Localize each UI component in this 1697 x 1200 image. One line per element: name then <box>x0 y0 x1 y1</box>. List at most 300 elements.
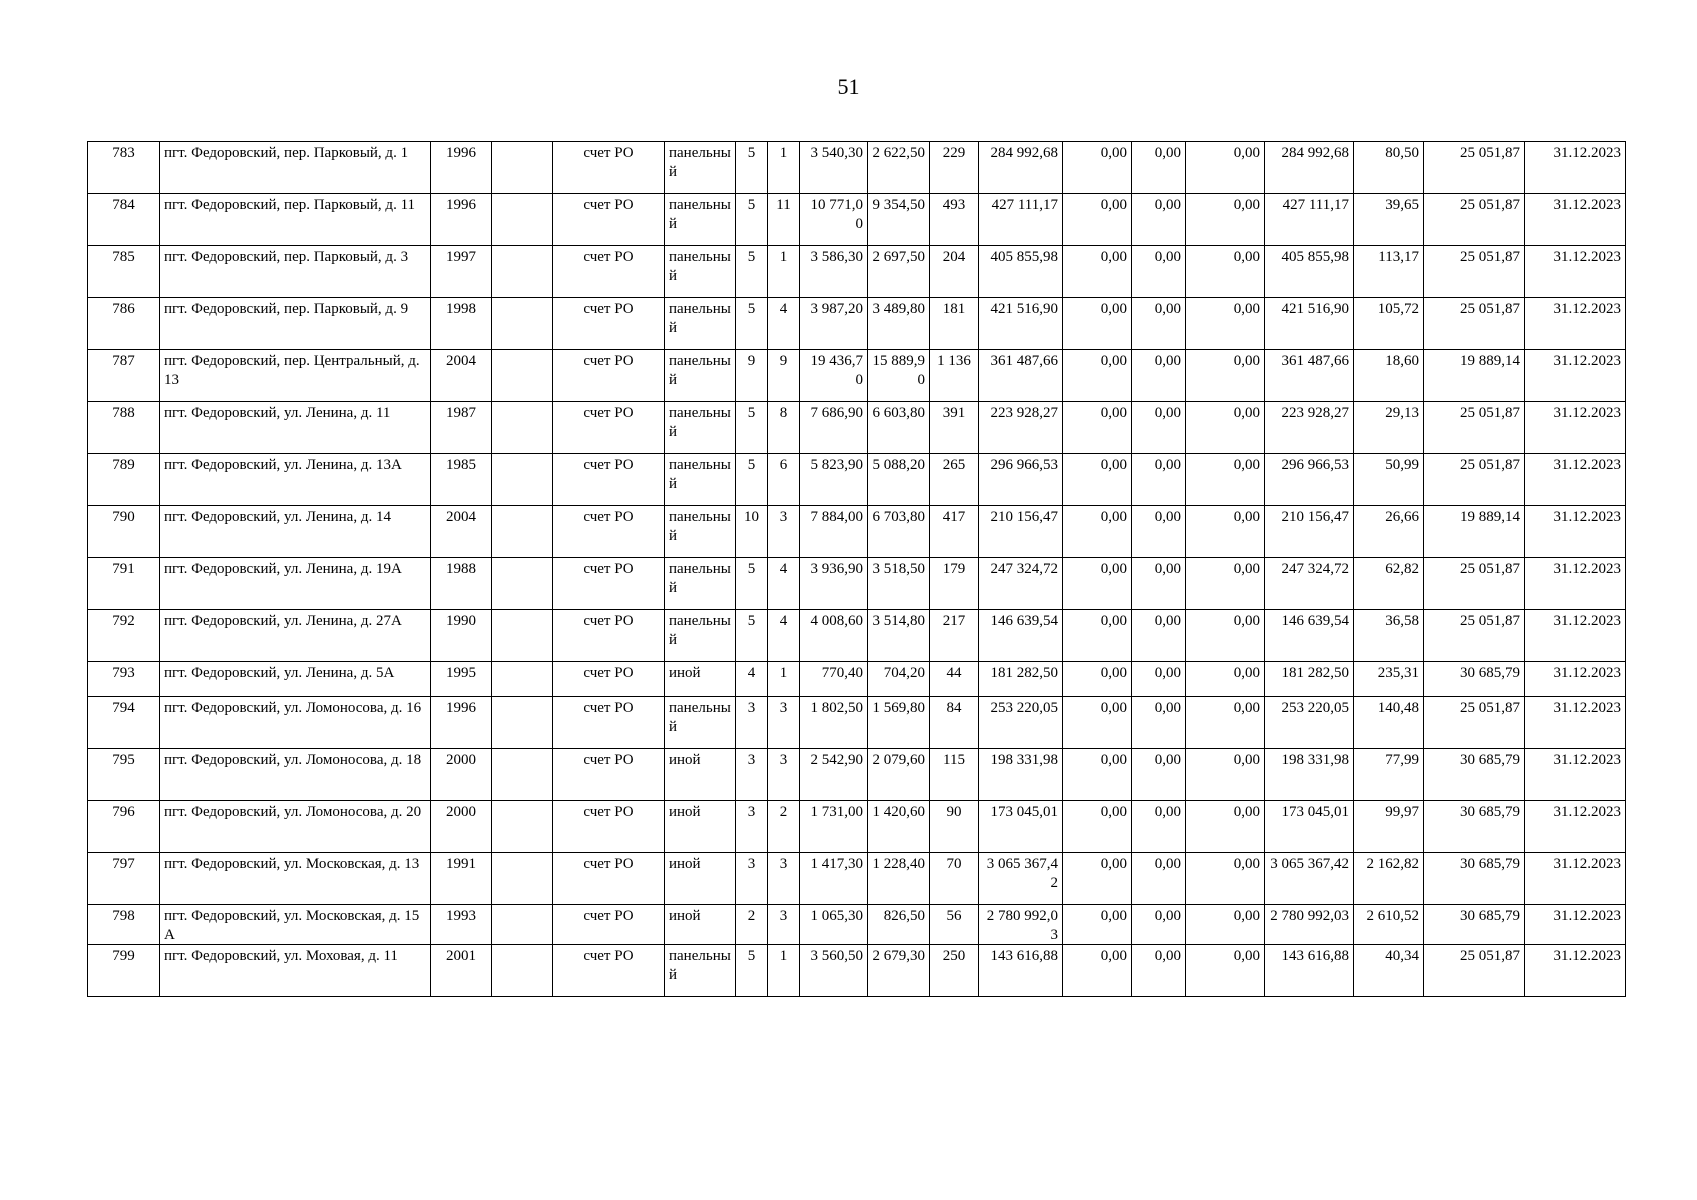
cell-blank-column <box>492 558 553 610</box>
cell-year-built: 1987 <box>431 402 492 454</box>
cell-total-cost-repeat: 296 966,53 <box>1265 454 1354 506</box>
cell-cost-column-3: 0,00 <box>1186 749 1265 801</box>
cell-row-number: 787 <box>88 350 160 402</box>
cell-wall-material: панельный <box>665 558 736 610</box>
cell-address: пгт. Федоровский, пер. Центральный, д. 13 <box>160 350 431 402</box>
cell-total-cost: 3 065 367,42 <box>979 853 1063 905</box>
cell-row-number: 783 <box>88 142 160 194</box>
cell-year-built: 1993 <box>431 905 492 945</box>
cell-address: пгт. Федоровский, ул. Ломоносова, д. 20 <box>160 801 431 853</box>
cell-entrances: 1 <box>768 142 800 194</box>
cell-total-cost: 210 156,47 <box>979 506 1063 558</box>
cell-year-built: 1996 <box>431 194 492 246</box>
cell-cost-limit-per-sqm: 25 051,87 <box>1424 610 1525 662</box>
cell-total-cost: 143 616,88 <box>979 945 1063 997</box>
cell-cost-per-sqm: 40,34 <box>1354 945 1424 997</box>
cell-funding-method: счет РО <box>553 350 665 402</box>
table-row <box>88 662 1626 697</box>
cell-total-area: 10 771,00 <box>800 194 868 246</box>
cell-wall-material: панельный <box>665 454 736 506</box>
cell-cost-column-2: 0,00 <box>1132 558 1186 610</box>
cell-funding-method: счет РО <box>553 402 665 454</box>
cell-cost-column-1: 0,00 <box>1063 749 1132 801</box>
cell-address: пгт. Федоровский, ул. Ленина, д. 27А <box>160 610 431 662</box>
cell-blank-column <box>492 298 553 350</box>
table-row <box>88 506 1626 558</box>
cell-residents: 44 <box>930 662 979 697</box>
cell-cost-column-1: 0,00 <box>1063 558 1132 610</box>
cell-funding-method: счет РО <box>553 610 665 662</box>
cell-cost-column-2: 0,00 <box>1132 749 1186 801</box>
cell-cost-per-sqm: 50,99 <box>1354 454 1424 506</box>
cell-blank-column <box>492 697 553 749</box>
cell-cost-column-3: 0,00 <box>1186 298 1265 350</box>
cell-completion-date: 31.12.2023 <box>1525 801 1626 853</box>
cell-floors: 5 <box>736 194 768 246</box>
cell-row-number: 789 <box>88 454 160 506</box>
cell-funding-method: счет РО <box>553 662 665 697</box>
cell-cost-column-2: 0,00 <box>1132 246 1186 298</box>
cell-cost-column-3: 0,00 <box>1186 662 1265 697</box>
cell-total-area: 7 686,90 <box>800 402 868 454</box>
cell-address: пгт. Федоровский, ул. Ленина, д. 13А <box>160 454 431 506</box>
cell-floors: 4 <box>736 662 768 697</box>
cell-blank-column <box>492 853 553 905</box>
cell-funding-method: счет РО <box>553 142 665 194</box>
table-row <box>88 801 1626 853</box>
cell-entrances: 9 <box>768 350 800 402</box>
cell-completion-date: 31.12.2023 <box>1525 506 1626 558</box>
cell-cost-column-3: 0,00 <box>1186 506 1265 558</box>
table-row <box>88 610 1626 662</box>
cell-cost-column-2: 0,00 <box>1132 506 1186 558</box>
cell-funding-method: счет РО <box>553 905 665 945</box>
cell-cost-column-3: 0,00 <box>1186 558 1265 610</box>
cell-blank-column <box>492 194 553 246</box>
cell-cost-column-1: 0,00 <box>1063 142 1132 194</box>
cell-cost-column-1: 0,00 <box>1063 853 1132 905</box>
cell-total-cost-repeat: 2 780 992,03 <box>1265 905 1354 945</box>
cell-cost-column-1: 0,00 <box>1063 454 1132 506</box>
cell-year-built: 1998 <box>431 298 492 350</box>
cell-total-cost-repeat: 427 111,17 <box>1265 194 1354 246</box>
cell-total-area: 1 731,00 <box>800 801 868 853</box>
cell-total-area: 3 540,30 <box>800 142 868 194</box>
cell-total-cost: 253 220,05 <box>979 697 1063 749</box>
cell-completion-date: 31.12.2023 <box>1525 298 1626 350</box>
cell-row-number: 785 <box>88 246 160 298</box>
cell-wall-material: панельный <box>665 194 736 246</box>
cell-wall-material: панельный <box>665 945 736 997</box>
cell-address: пгт. Федоровский, пер. Парковый, д. 3 <box>160 246 431 298</box>
cell-completion-date: 31.12.2023 <box>1525 749 1626 801</box>
cell-cost-limit-per-sqm: 25 051,87 <box>1424 402 1525 454</box>
cell-total-cost-repeat: 181 282,50 <box>1265 662 1354 697</box>
cell-residents: 493 <box>930 194 979 246</box>
cell-total-area: 3 987,20 <box>800 298 868 350</box>
table-row <box>88 558 1626 610</box>
cell-residents: 90 <box>930 801 979 853</box>
cell-wall-material: иной <box>665 905 736 945</box>
cell-funding-method: счет РО <box>553 298 665 350</box>
cell-address: пгт. Федоровский, ул. Ленина, д. 19А <box>160 558 431 610</box>
cell-blank-column <box>492 454 553 506</box>
cell-cost-limit-per-sqm: 30 685,79 <box>1424 801 1525 853</box>
cell-total-cost: 181 282,50 <box>979 662 1063 697</box>
cell-address: пгт. Федоровский, ул. Ленина, д. 14 <box>160 506 431 558</box>
cell-completion-date: 31.12.2023 <box>1525 697 1626 749</box>
cell-cost-column-2: 0,00 <box>1132 454 1186 506</box>
table-row <box>88 142 1626 194</box>
cell-cost-column-1: 0,00 <box>1063 945 1132 997</box>
cell-cost-column-2: 0,00 <box>1132 298 1186 350</box>
cell-residents: 1 136 <box>930 350 979 402</box>
cell-living-area: 826,50 <box>868 905 930 945</box>
cell-cost-limit-per-sqm: 25 051,87 <box>1424 454 1525 506</box>
cell-residents: 56 <box>930 905 979 945</box>
cell-total-cost-repeat: 253 220,05 <box>1265 697 1354 749</box>
cell-residents: 217 <box>930 610 979 662</box>
cell-year-built: 1985 <box>431 454 492 506</box>
cell-entrances: 4 <box>768 558 800 610</box>
cell-blank-column <box>492 945 553 997</box>
cell-row-number: 788 <box>88 402 160 454</box>
cell-completion-date: 31.12.2023 <box>1525 142 1626 194</box>
cell-entrances: 11 <box>768 194 800 246</box>
cell-row-number: 786 <box>88 298 160 350</box>
cell-cost-column-3: 0,00 <box>1186 142 1265 194</box>
cell-living-area: 1 420,60 <box>868 801 930 853</box>
cell-cost-per-sqm: 39,65 <box>1354 194 1424 246</box>
cell-total-area: 1 802,50 <box>800 697 868 749</box>
cell-cost-column-2: 0,00 <box>1132 194 1186 246</box>
cell-wall-material: иной <box>665 749 736 801</box>
cell-cost-limit-per-sqm: 19 889,14 <box>1424 506 1525 558</box>
cell-total-area: 3 936,90 <box>800 558 868 610</box>
cell-wall-material: панельный <box>665 142 736 194</box>
cell-row-number: 797 <box>88 853 160 905</box>
cell-funding-method: счет РО <box>553 454 665 506</box>
cell-funding-method: счет РО <box>553 697 665 749</box>
cell-cost-column-2: 0,00 <box>1132 801 1186 853</box>
cell-total-cost-repeat: 284 992,68 <box>1265 142 1354 194</box>
cell-cost-limit-per-sqm: 25 051,87 <box>1424 697 1525 749</box>
cell-address: пгт. Федоровский, пер. Парковый, д. 1 <box>160 142 431 194</box>
cell-row-number: 784 <box>88 194 160 246</box>
cell-total-cost: 146 639,54 <box>979 610 1063 662</box>
cell-cost-per-sqm: 105,72 <box>1354 298 1424 350</box>
cell-total-cost: 198 331,98 <box>979 749 1063 801</box>
cell-cost-column-1: 0,00 <box>1063 697 1132 749</box>
cell-total-cost-repeat: 198 331,98 <box>1265 749 1354 801</box>
cell-cost-column-3: 0,00 <box>1186 945 1265 997</box>
cell-floors: 3 <box>736 801 768 853</box>
cell-total-cost: 2 780 992,03 <box>979 905 1063 945</box>
cell-entrances: 3 <box>768 749 800 801</box>
table-row <box>88 945 1626 997</box>
cell-entrances: 3 <box>768 697 800 749</box>
cell-cost-column-1: 0,00 <box>1063 402 1132 454</box>
cell-completion-date: 31.12.2023 <box>1525 350 1626 402</box>
cell-entrances: 1 <box>768 662 800 697</box>
cell-total-cost: 421 516,90 <box>979 298 1063 350</box>
cell-blank-column <box>492 142 553 194</box>
cell-cost-per-sqm: 62,82 <box>1354 558 1424 610</box>
cell-cost-limit-per-sqm: 25 051,87 <box>1424 298 1525 350</box>
cell-living-area: 6 603,80 <box>868 402 930 454</box>
cell-living-area: 2 622,50 <box>868 142 930 194</box>
cell-floors: 3 <box>736 749 768 801</box>
cell-total-area: 770,40 <box>800 662 868 697</box>
cell-cost-column-1: 0,00 <box>1063 662 1132 697</box>
cell-cost-column-3: 0,00 <box>1186 853 1265 905</box>
cell-total-area: 7 884,00 <box>800 506 868 558</box>
table-row <box>88 697 1626 749</box>
cell-blank-column <box>492 350 553 402</box>
cell-row-number: 796 <box>88 801 160 853</box>
cell-living-area: 1 228,40 <box>868 853 930 905</box>
cell-year-built: 2001 <box>431 945 492 997</box>
cell-cost-limit-per-sqm: 25 051,87 <box>1424 945 1525 997</box>
cell-living-area: 3 489,80 <box>868 298 930 350</box>
cell-wall-material: панельный <box>665 350 736 402</box>
cell-completion-date: 31.12.2023 <box>1525 610 1626 662</box>
cell-total-cost: 405 855,98 <box>979 246 1063 298</box>
cell-wall-material: иной <box>665 801 736 853</box>
cell-total-area: 3 560,50 <box>800 945 868 997</box>
cell-floors: 3 <box>736 697 768 749</box>
cell-residents: 179 <box>930 558 979 610</box>
cell-floors: 5 <box>736 454 768 506</box>
cell-completion-date: 31.12.2023 <box>1525 402 1626 454</box>
cell-address: пгт. Федоровский, ул. Ломоносова, д. 16 <box>160 697 431 749</box>
table-row <box>88 749 1626 801</box>
cell-completion-date: 31.12.2023 <box>1525 246 1626 298</box>
cell-cost-limit-per-sqm: 25 051,87 <box>1424 246 1525 298</box>
cell-address: пгт. Федоровский, ул. Моховая, д. 11 <box>160 945 431 997</box>
cell-total-area: 5 823,90 <box>800 454 868 506</box>
cell-residents: 70 <box>930 853 979 905</box>
cell-wall-material: панельный <box>665 246 736 298</box>
page-number: 51 <box>837 74 860 99</box>
cell-floors: 10 <box>736 506 768 558</box>
cell-year-built: 1995 <box>431 662 492 697</box>
cell-blank-column <box>492 801 553 853</box>
cell-total-cost-repeat: 361 487,66 <box>1265 350 1354 402</box>
table-body <box>88 142 1626 997</box>
cell-residents: 265 <box>930 454 979 506</box>
cell-total-cost: 173 045,01 <box>979 801 1063 853</box>
cell-wall-material: панельный <box>665 610 736 662</box>
cell-entrances: 3 <box>768 506 800 558</box>
cell-cost-column-3: 0,00 <box>1186 402 1265 454</box>
table-row <box>88 194 1626 246</box>
cell-cost-column-3: 0,00 <box>1186 454 1265 506</box>
cell-cost-per-sqm: 2 610,52 <box>1354 905 1424 945</box>
cell-row-number: 799 <box>88 945 160 997</box>
cell-residents: 181 <box>930 298 979 350</box>
cell-completion-date: 31.12.2023 <box>1525 853 1626 905</box>
cell-funding-method: счет РО <box>553 246 665 298</box>
cell-row-number: 798 <box>88 905 160 945</box>
cell-blank-column <box>492 749 553 801</box>
cell-cost-limit-per-sqm: 19 889,14 <box>1424 350 1525 402</box>
cell-cost-limit-per-sqm: 25 051,87 <box>1424 194 1525 246</box>
cell-wall-material: иной <box>665 853 736 905</box>
cell-funding-method: счет РО <box>553 945 665 997</box>
cell-entrances: 4 <box>768 298 800 350</box>
cell-funding-method: счет РО <box>553 194 665 246</box>
cell-total-area: 4 008,60 <box>800 610 868 662</box>
cell-cost-limit-per-sqm: 30 685,79 <box>1424 853 1525 905</box>
table-row <box>88 246 1626 298</box>
cell-year-built: 2004 <box>431 506 492 558</box>
cell-floors: 5 <box>736 298 768 350</box>
cell-address: пгт. Федоровский, ул. Московская, д. 13 <box>160 853 431 905</box>
cell-cost-column-2: 0,00 <box>1132 610 1186 662</box>
cell-address: пгт. Федоровский, ул. Ленина, д. 11 <box>160 402 431 454</box>
cell-cost-per-sqm: 77,99 <box>1354 749 1424 801</box>
cell-total-cost: 247 324,72 <box>979 558 1063 610</box>
table-row <box>88 454 1626 506</box>
cell-cost-column-2: 0,00 <box>1132 697 1186 749</box>
cell-cost-column-3: 0,00 <box>1186 610 1265 662</box>
cell-entrances: 1 <box>768 945 800 997</box>
cell-address: пгт. Федоровский, пер. Парковый, д. 11 <box>160 194 431 246</box>
cell-cost-per-sqm: 29,13 <box>1354 402 1424 454</box>
cell-entrances: 1 <box>768 246 800 298</box>
cell-cost-limit-per-sqm: 25 051,87 <box>1424 142 1525 194</box>
cell-year-built: 2000 <box>431 801 492 853</box>
cell-funding-method: счет РО <box>553 801 665 853</box>
cell-residents: 391 <box>930 402 979 454</box>
cell-wall-material: панельный <box>665 298 736 350</box>
cell-funding-method: счет РО <box>553 749 665 801</box>
cell-blank-column <box>492 610 553 662</box>
cell-wall-material: панельный <box>665 697 736 749</box>
cell-living-area: 2 679,30 <box>868 945 930 997</box>
cell-cost-column-2: 0,00 <box>1132 350 1186 402</box>
cell-cost-column-1: 0,00 <box>1063 350 1132 402</box>
cell-address: пгт. Федоровский, ул. Ленина, д. 5А <box>160 662 431 697</box>
cell-total-cost-repeat: 405 855,98 <box>1265 246 1354 298</box>
cell-cost-column-3: 0,00 <box>1186 801 1265 853</box>
cell-row-number: 794 <box>88 697 160 749</box>
cell-cost-per-sqm: 18,60 <box>1354 350 1424 402</box>
cell-cost-column-1: 0,00 <box>1063 905 1132 945</box>
cell-floors: 5 <box>736 558 768 610</box>
cell-living-area: 2 697,50 <box>868 246 930 298</box>
cell-completion-date: 31.12.2023 <box>1525 662 1626 697</box>
cell-total-area: 19 436,70 <box>800 350 868 402</box>
cell-total-cost: 427 111,17 <box>979 194 1063 246</box>
cell-total-cost: 296 966,53 <box>979 454 1063 506</box>
cell-cost-per-sqm: 2 162,82 <box>1354 853 1424 905</box>
cell-residents: 84 <box>930 697 979 749</box>
cell-year-built: 1991 <box>431 853 492 905</box>
cell-cost-column-1: 0,00 <box>1063 246 1132 298</box>
cell-total-area: 1 065,30 <box>800 905 868 945</box>
table-row <box>88 298 1626 350</box>
cell-funding-method: счет РО <box>553 853 665 905</box>
cell-completion-date: 31.12.2023 <box>1525 454 1626 506</box>
cell-residents: 229 <box>930 142 979 194</box>
cell-cost-per-sqm: 140,48 <box>1354 697 1424 749</box>
cell-blank-column <box>492 506 553 558</box>
cell-blank-column <box>492 662 553 697</box>
cell-blank-column <box>492 402 553 454</box>
cell-entrances: 4 <box>768 610 800 662</box>
cell-entrances: 3 <box>768 853 800 905</box>
cell-cost-column-1: 0,00 <box>1063 610 1132 662</box>
cell-cost-column-2: 0,00 <box>1132 402 1186 454</box>
cell-completion-date: 31.12.2023 <box>1525 945 1626 997</box>
cell-total-cost: 223 928,27 <box>979 402 1063 454</box>
cell-total-area: 1 417,30 <box>800 853 868 905</box>
cell-blank-column <box>492 905 553 945</box>
cell-year-built: 1996 <box>431 697 492 749</box>
cell-cost-column-2: 0,00 <box>1132 945 1186 997</box>
cell-residents: 250 <box>930 945 979 997</box>
cell-completion-date: 31.12.2023 <box>1525 558 1626 610</box>
cell-cost-per-sqm: 235,31 <box>1354 662 1424 697</box>
cell-address: пгт. Федоровский, ул. Ломоносова, д. 18 <box>160 749 431 801</box>
cell-year-built: 1990 <box>431 610 492 662</box>
cell-blank-column <box>492 246 553 298</box>
cell-cost-column-2: 0,00 <box>1132 662 1186 697</box>
cell-living-area: 9 354,50 <box>868 194 930 246</box>
cell-total-cost-repeat: 146 639,54 <box>1265 610 1354 662</box>
cell-row-number: 792 <box>88 610 160 662</box>
cell-cost-column-3: 0,00 <box>1186 697 1265 749</box>
cell-total-area: 3 586,30 <box>800 246 868 298</box>
cell-cost-column-2: 0,00 <box>1132 142 1186 194</box>
cell-living-area: 2 079,60 <box>868 749 930 801</box>
cell-cost-column-1: 0,00 <box>1063 506 1132 558</box>
table-row <box>88 853 1626 905</box>
cell-cost-column-1: 0,00 <box>1063 194 1132 246</box>
cell-entrances: 6 <box>768 454 800 506</box>
cell-total-cost-repeat: 223 928,27 <box>1265 402 1354 454</box>
table-row <box>88 905 1626 945</box>
cell-wall-material: панельный <box>665 506 736 558</box>
cell-address: пгт. Федоровский, ул. Московская, д. 15А <box>160 905 431 945</box>
cell-row-number: 795 <box>88 749 160 801</box>
cell-floors: 3 <box>736 853 768 905</box>
cell-address: пгт. Федоровский, пер. Парковый, д. 9 <box>160 298 431 350</box>
cell-living-area: 6 703,80 <box>868 506 930 558</box>
cell-wall-material: панельный <box>665 402 736 454</box>
table-row <box>88 350 1626 402</box>
cell-cost-column-3: 0,00 <box>1186 246 1265 298</box>
cell-wall-material: иной <box>665 662 736 697</box>
cell-total-area: 2 542,90 <box>800 749 868 801</box>
cell-living-area: 3 518,50 <box>868 558 930 610</box>
cell-floors: 5 <box>736 142 768 194</box>
cell-living-area: 3 514,80 <box>868 610 930 662</box>
cell-cost-per-sqm: 99,97 <box>1354 801 1424 853</box>
cell-cost-per-sqm: 113,17 <box>1354 246 1424 298</box>
cell-completion-date: 31.12.2023 <box>1525 905 1626 945</box>
cell-total-cost-repeat: 421 516,90 <box>1265 298 1354 350</box>
cell-total-cost-repeat: 3 065 367,42 <box>1265 853 1354 905</box>
registry-table <box>87 141 1626 997</box>
cell-completion-date: 31.12.2023 <box>1525 194 1626 246</box>
cell-living-area: 5 088,20 <box>868 454 930 506</box>
cell-floors: 5 <box>736 610 768 662</box>
cell-cost-column-1: 0,00 <box>1063 801 1132 853</box>
cell-cost-column-3: 0,00 <box>1186 905 1265 945</box>
